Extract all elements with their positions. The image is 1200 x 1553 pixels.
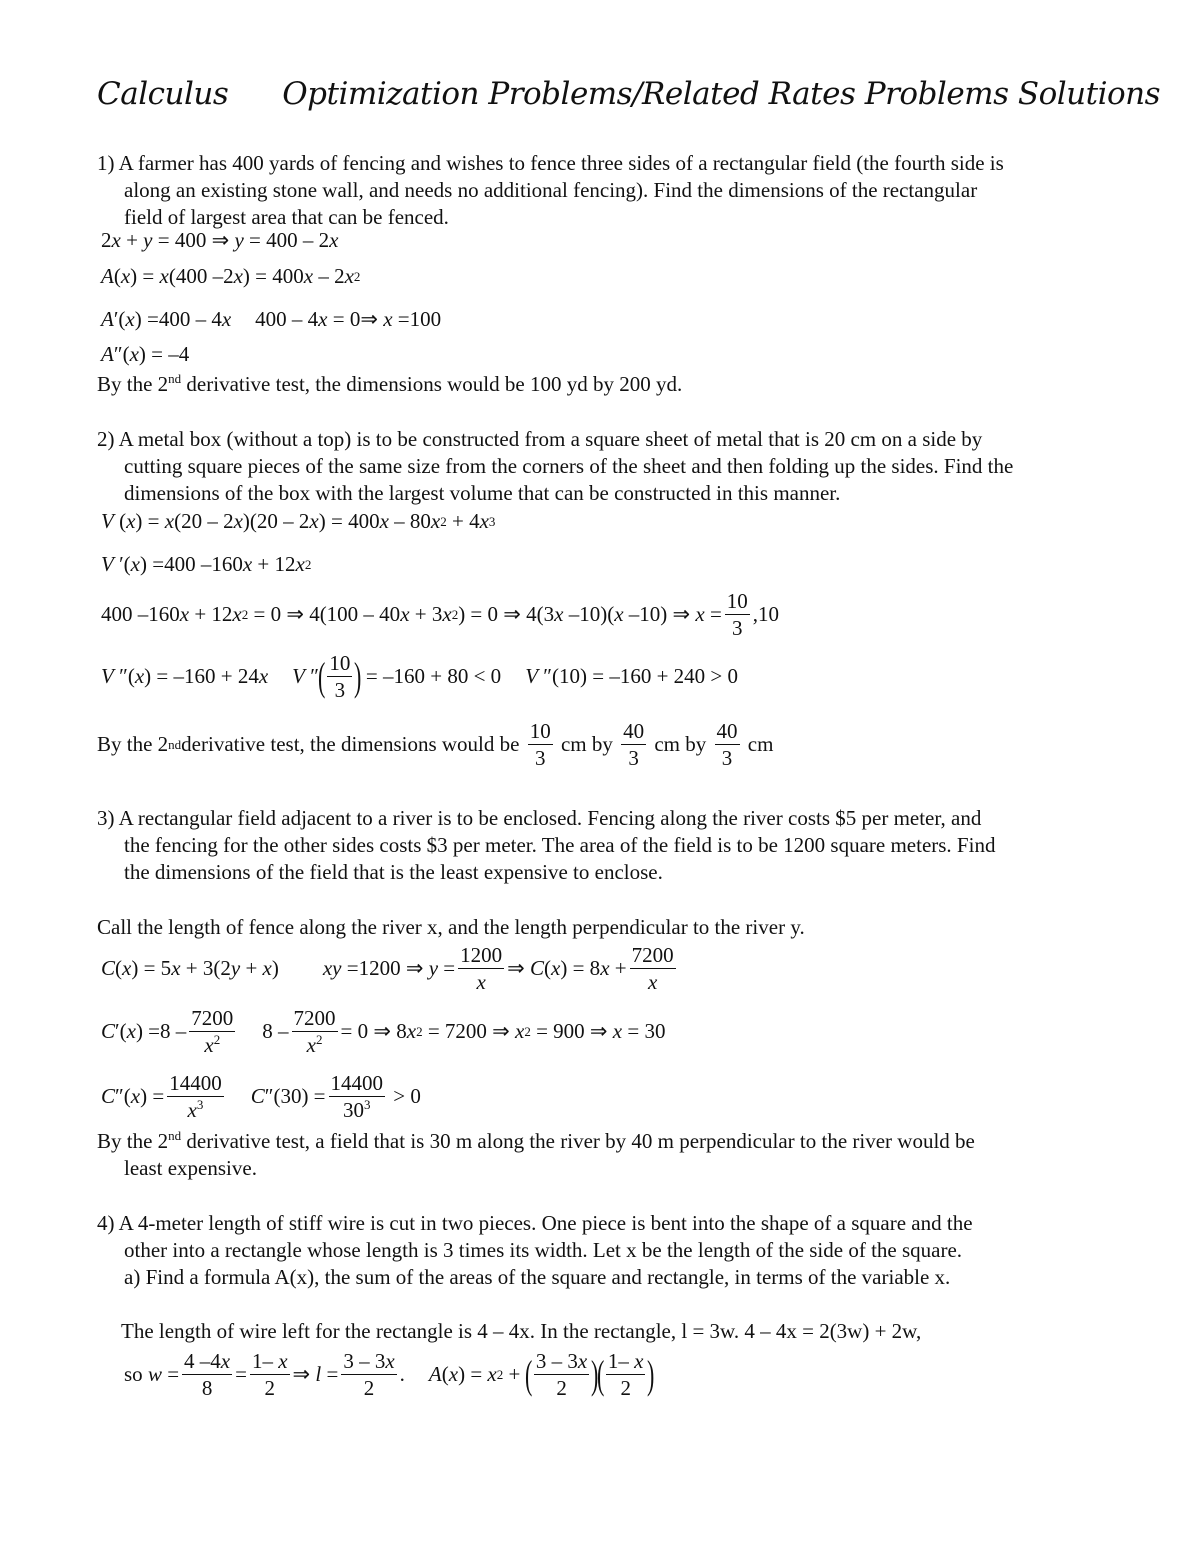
- p3-eq-second-derivative: C ″( x ) = $\frac{14400}{x^3}$ C ″(30) = $\frac{14400}{30^3}$ > 0: [101, 1071, 421, 1123]
- p1-eq-second-derivative: A ″( x ) = –4: [101, 342, 190, 366]
- problem-4-text-line-2: other into a rectangle whose length is 3 times its width. Let x be the length of the side of the square.: [124, 1238, 963, 1262]
- problem-1-conclusion: By the 2nd derivative test, the dimensions would be 100 yd by 200 yd.: [97, 371, 683, 396]
- problem-2-conclusion: By the 2 nd derivative test, the dimensions would be $\frac{10}{3}$ cm by $\frac{40}{3}$ cm by $\frac{40}{3}$ cm: [97, 719, 774, 771]
- p3-eq-first-derivative: C ′( x ) =8 – $\frac{7200}{x^2}$ 8 – $\frac{7200}{x^2}$ = 0 ⇒ 8 x 2 = 7200 ⇒ x 2 = 900 ⇒ x = 30: [101, 1006, 666, 1058]
- p2-eq-critical-points: 400 –160 x + 12 x 2 = 0 ⇒ 4(100 – 40 x + 3 x 2 ) = 0 ⇒ 4(3 x –10)( x –10) ⇒ x = $\frac{10}{3}$ ,10: [101, 589, 780, 641]
- p2-eq-volume: V ( x ) = x (20 – 2 x )(20 – 2 x ) = 400 x – 80 x 2 + 4 x 3: [101, 509, 496, 533]
- problem-3-conclusion-line-2: least expensive.: [124, 1156, 257, 1180]
- p1-eq-first-derivative: A ′( x ) =400 – 4 x 400 – 4 x = 0⇒ x =100: [101, 307, 442, 331]
- problem-4-solution-line-1: The length of wire left for the rectangle is 4 – 4x. In the rectangle, l = 3w. 4 – 4x = 2(3w) + 2w,: [121, 1319, 922, 1343]
- title-topic: Optimization Problems/Related Rates Problems Solutions: [282, 76, 1161, 112]
- title-subject: Calculus: [97, 76, 229, 112]
- page-title: [97, 76, 1160, 112]
- problem-2-text-line-3: dimensions of the box with the largest volume that can be constructed in this manner.: [124, 481, 841, 505]
- problem-4-text-line-3: a) Find a formula A(x), the sum of the areas of the square and rectangle, in terms of the variable x.: [124, 1265, 951, 1289]
- problem-2-text-line-2: cutting square pieces of the same size from the corners of the sheet and then folding up the sides. Find the: [124, 454, 1014, 478]
- problem-3-text-line-3: the dimensions of the field that is the least expensive to enclose.: [124, 860, 663, 884]
- problem-1-text-line-2: along an existing stone wall, and needs no additional fencing). Find the dimensions of the rectangular: [124, 178, 978, 202]
- p3-eq-cost: C ( x ) = 5 x + 3(2 y + x ) xy =1200 ⇒ y = $\frac{1200}{x}$ ⇒ C ( x ) = 8 x + $\frac{7200}{x}$: [101, 943, 674, 995]
- problem-1-text-line-1: 1) A farmer has 400 yards of fencing and wishes to fence three sides of a rectangular field (the fourth side is: [97, 151, 1004, 175]
- problem-3-setup: Call the length of fence along the river x, and the length perpendicular to the river y.: [97, 915, 805, 939]
- problem-1-text-line-3: field of largest area that can be fenced.: [124, 205, 449, 229]
- p4-eq-area-formula: so w = $\frac{4 -4x}{8}$ = $\frac{1- x}{2}$ ⇒ l = $\frac{3 - 3x}{2}$ . A ( x ) = x 2 + ( $\frac{3 - 3x}{2}$ ) ( $\frac{1- x}{2}$ ): [124, 1349, 655, 1401]
- problem-2-text-line-1: 2) A metal box (without a top) is to be constructed from a square sheet of metal that is 20 cm on a side by: [97, 427, 983, 451]
- problem-3-conclusion: By the 2nd derivative test, a field that is 30 m along the river by 40 m perpendicular to the river would be: [97, 1128, 975, 1153]
- problem-3-text-line-1: 3) A rectangular field adjacent to a river is to be enclosed. Fencing along the river costs $5 per meter, and: [97, 806, 982, 830]
- p1-eq-area: A ( x ) = x (400 –2 x ) = 400 x – 2 x 2: [101, 264, 361, 288]
- p2-eq-second-derivative: V ″( x ) = –160 + 24 x V ″ ( $\frac{10}{3}$ ) = –160 + 80 < 0 V ″(10) = –160 + 240 > 0: [101, 651, 739, 703]
- problem-4-text-line-1: 4) A 4-meter length of stiff wire is cut in two pieces. One piece is bent into the shape of a square and the: [97, 1211, 973, 1235]
- problem-3-text-line-2: the fencing for the other sides costs $3 per meter. The area of the field is to be 1200 square meters. Find: [124, 833, 996, 857]
- p1-eq-constraint: 2 x + y = 400 ⇒ y = 400 – 2 x: [101, 228, 339, 252]
- p2-eq-first-derivative: V ′( x ) =400 –160 x + 12 x 2: [101, 552, 312, 576]
